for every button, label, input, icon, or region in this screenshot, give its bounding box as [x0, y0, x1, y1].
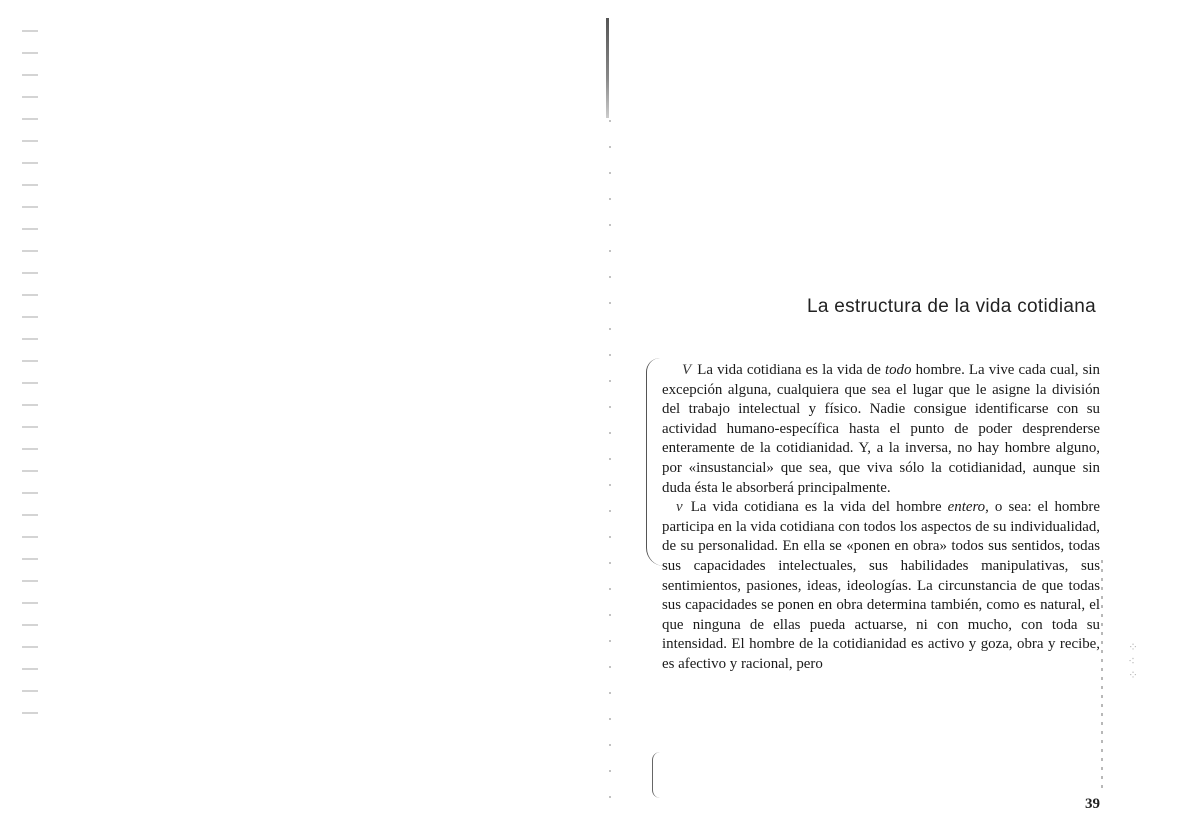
book-gutter	[606, 18, 609, 118]
emphasis-text: entero	[947, 499, 986, 516]
check-mark-icon: v	[676, 499, 683, 516]
paragraph-2	[662, 498, 1100, 674]
page-number: 39	[1085, 796, 1100, 812]
page-edge-specks	[22, 30, 38, 730]
check-mark-icon: V	[682, 362, 692, 378]
paragraph-text: hombre. La vive cada cual, sin excepción alguna, cualquiera que sea el lugar que le asigne la división del trabajo intelectual y físico. Nadie consigue identificarse con su actividad humano-específica hasta el punto de poder desprenderse enteramente de la cotidianidad. Y, a la inversa, no hay hombre alguno, por «insustancial» que sea, que viva sólo la cotidianidad, aunque sin duda ésta le absorberá principalmente.	[662, 362, 1100, 496]
paragraph-text: La vida cotidiana es la vida de	[697, 362, 885, 378]
paragraph-text: La vida cotidiana es la vida del hombre	[690, 499, 948, 516]
margin-pencil-line	[1101, 560, 1103, 790]
margin-scribble-icon: ⁘ ⁖ ⁘	[1128, 640, 1139, 682]
chapter-title: La estructura de la vida cotidiana	[806, 296, 1096, 317]
paragraph-1	[662, 361, 1100, 498]
paragraph-text: , o sea: el hombre participa en la vida cotidiana con todos los aspectos de su individualidad, de su personalidad. En ella se «ponen en obra» todos sus sentidos, todas sus capacidades intelectuales, sus habilidades manipulativas, sus sentimientos, pasiones, ideas, ideologías. La circunstancia de que todas sus capacidades se ponen en obra determina también, como es natural, el que ninguna de ellas pueda actuarse, ni con mucho, con toda su intensidad. El hombre de la cotidianidad es activo y goza, obra y recibe, es afectivo y racional, pero	[662, 499, 1100, 672]
handwritten-bracket-small	[652, 752, 661, 798]
body-text	[662, 361, 1100, 675]
gutter-specks	[609, 120, 611, 820]
emphasis-text: todo	[884, 362, 912, 378]
